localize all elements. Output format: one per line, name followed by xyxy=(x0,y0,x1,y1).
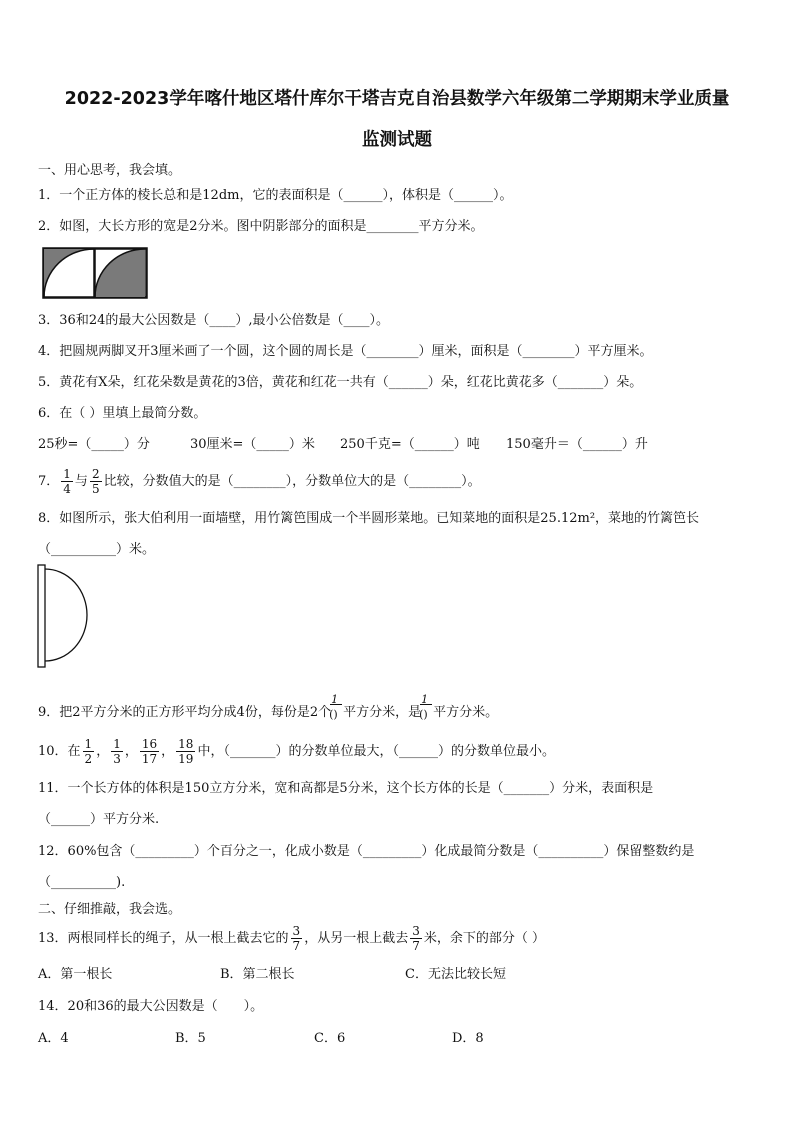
option-13-c[interactable]: C．无法比较长短 xyxy=(405,967,506,982)
question-1: 1．一个正方体的棱长总和是12dm，它的表面积是（______），体积是（______）。 xyxy=(38,188,513,203)
option-14-b[interactable]: B．5 xyxy=(175,1031,206,1046)
option-13-b[interactable]: B．第二根长 xyxy=(220,967,295,982)
page-title: 2022-2023学年喀什地区塔什库尔干塔吉克自治县数学六年级第二学期期末学业质量 xyxy=(64,89,730,109)
wall xyxy=(38,565,45,667)
question-5: 5．黄花有X朵，红花朵数是黄花的3倍，黄花和红花一共有（______）朵，红花比黄花多（_______）朵。 xyxy=(38,375,643,390)
page-title-line2: 监测试题 xyxy=(362,130,432,150)
option-14-d[interactable]: D．8 xyxy=(452,1031,484,1046)
question-6-item-2: 30厘米=（_____）米 xyxy=(190,437,315,452)
question-8: 8．如图所示，张大伯利用一面墙壁，用竹篱笆围成一个半圆形菜地。已知菜地的面积是25.12m²，菜地的竹篱笆长 xyxy=(38,511,700,526)
question-6-item-3: 250千克=（______）吨 xyxy=(340,437,480,452)
question-2-figure xyxy=(42,247,148,299)
question-6: 6．在（ ）里填上最简分数。 xyxy=(38,406,207,421)
section-2-heading: 二、仔细推敲，我会选。 xyxy=(38,902,182,917)
question-12: 12．60%包含（_________）个百分之一，化成小数是（_________）化成最简分数是（__________）保留整数约是 xyxy=(38,844,695,859)
q9-second-frac-num: 1 xyxy=(421,693,429,706)
question-10: 10．在 $\frac{1}{2}$ ， $\frac{1}{3}$ ， $\frac{16}{17}$ ， $\frac{18}{19}$ 中，（_______）的分数单位最大，（______）的分数单位最小。 xyxy=(38,737,555,766)
question-7: 7． $\frac{1}{4}$ 与 $\frac{2}{5}$ 比较，分数值大的是（________），分数单位大的是（________）。 xyxy=(38,467,481,496)
question-3: 3．36和24的最大公因数是（____）,最小公倍数是（____）。 xyxy=(38,313,389,328)
option-14-a[interactable]: A．4 xyxy=(38,1031,69,1046)
question-6-item-1: 25秒=（_____）分 xyxy=(38,437,150,452)
question-12-line2: （__________). xyxy=(38,875,126,890)
option-13-a[interactable]: A．第一根长 xyxy=(38,967,113,982)
question-13: 13．两根同样长的绳子，从一根上截去它的 $\frac{3}{7}$ ，从另一根上截去 $\frac{3}{7}$ 米，余下的部分（ ） xyxy=(38,924,545,953)
question-8-figure xyxy=(36,563,92,669)
question-14: 14．20和36的最大公因数是（ ）。 xyxy=(38,999,264,1014)
q9-second-frac-den: () xyxy=(419,708,428,721)
question-4: 4．把圆规两脚叉开3厘米画了一个圆，这个圆的周长是（________）厘米，面积是（________）平方厘米。 xyxy=(38,344,653,359)
option-14-c[interactable]: C．6 xyxy=(314,1031,346,1046)
question-11: 11．一个长方体的体积是150立方分米，宽和高都是5分米，这个长方体的长是（_______）分米，表面积是 xyxy=(38,781,654,796)
question-6-item-4: 150毫升＝（______）升 xyxy=(506,437,648,452)
semicircle-fence xyxy=(45,569,87,661)
question-11-line2: （______）平方分米. xyxy=(38,812,160,827)
question-2: 2．如图，大长方形的宽是2分米。图中阴影部分的面积是________平方分米。 xyxy=(38,219,484,234)
section-1-heading: 一、用心思考，我会填。 xyxy=(38,163,182,178)
question-8-line2: （__________）米。 xyxy=(38,542,156,557)
question-9: 9．把2平方分米的正方形平均分成4份，每份是2个 1 () 平方分米，是 1 () 平方分米。 xyxy=(38,704,498,722)
